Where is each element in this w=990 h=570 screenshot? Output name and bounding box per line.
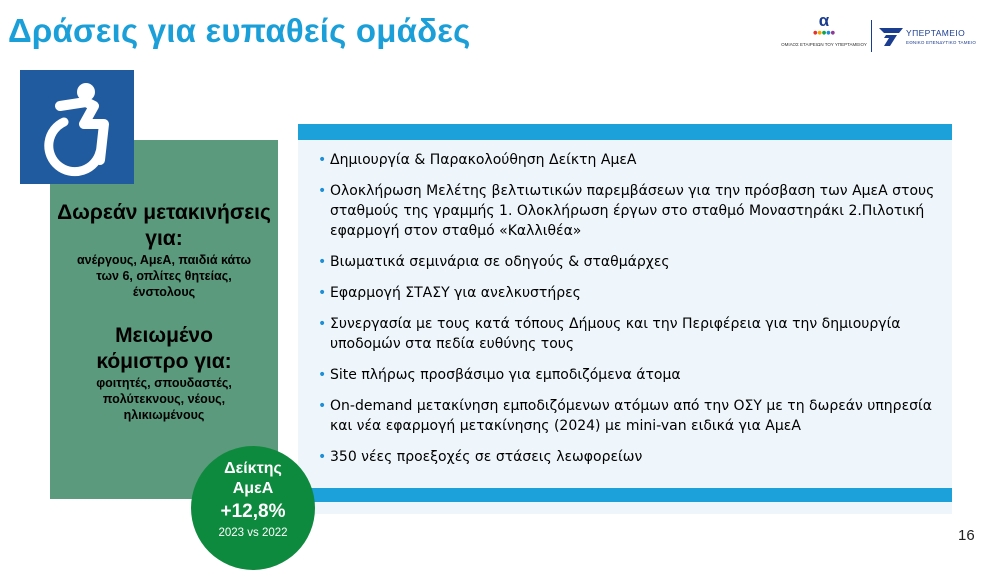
list-item: • Συνεργασία με τους κατά τόπους Δήμους και την Περιφέρεια για την δημιουργία υποδομών στα πεδία ευθύνης τους <box>318 314 938 354</box>
ypertameio-emblem-icon <box>878 24 904 48</box>
fare-policy-box <box>50 140 278 499</box>
accessibility-icon-box <box>20 70 134 184</box>
oasa-logo-mark: α <box>818 11 830 30</box>
page-number: 16 <box>958 527 975 544</box>
free-travel-heading: Δωρεάν μετακινήσεις για: <box>57 201 271 250</box>
list-item: • Δημιουργία & Παρακολούθηση Δείκτη ΑμεΑ <box>318 150 938 170</box>
free-travel-section <box>50 200 278 300</box>
list-item: • Ολοκλήρωση Μελέτης βελτιωτικών παρεμβάσεων για την πρόσβαση των ΑμεΑ στους σταθμούς της γραμμής 1. Ολοκλήρωση έργων στο σταθμό Μοναστηράκι 2.Πιλοτική εφαρμογή στον σταθμό «Καλλιθέα» <box>318 181 938 241</box>
reduced-fare-text: φοιτητές, σπουδαστές, πολύτεκνους, νέους, ηλικιωμένους <box>96 376 232 422</box>
logo-divider <box>871 20 872 52</box>
accessibility-index-badge <box>191 446 315 570</box>
badge-period: 2023 vs 2022 <box>218 527 288 539</box>
list-item: • Εφαρμογή ΣΤΑΣΥ για ανελκυστήρες <box>318 283 938 303</box>
ypertameio-name: ΥΠΕΡΤΑΜΕΙΟ <box>906 28 966 38</box>
oasa-logo-caption: ΟΜΙΛΟΣ ΕΤΑΙΡΕΙΩΝ ΤΟΥ ΥΠΕΡΤΑΜΕΙΟΥ <box>781 42 867 47</box>
ypertameio-subtitle: ΕΘΝΙΚΟ ΕΠΕΝΔΥΤΙΚΟ ΤΑΜΕΙΟ <box>906 40 977 45</box>
badge-line-2: ΑμεΑ <box>232 480 274 497</box>
ypertameio-logo <box>878 20 984 54</box>
list-item: • On-demand μετακίνηση εμποδιζόμενων ατόμων από την ΟΣΥ με τη δωρεάν υπηρεσία και νέα εφαρμογή μετακίνησης (2024) με mini-van ειδικά για ΑμεΑ <box>318 396 938 436</box>
list-item: • Site πλήρως προσβάσιμο για εμποδιζόμενα άτομα <box>318 365 938 385</box>
list-item: • Βιωματικά σεμινάρια σε οδηγούς & σταθμάρχες <box>318 252 938 272</box>
actions-panel-bottom-bar <box>298 488 952 502</box>
actions-list <box>318 150 938 478</box>
actions-panel-top-bar <box>298 124 952 140</box>
reduced-fare-section <box>50 323 278 423</box>
badge-line-1: Δείκτης <box>224 460 282 477</box>
free-travel-text: ανέργους, ΑμεΑ, παιδιά κάτω των 6, οπλίτες θητείας, ένστολους <box>76 253 252 299</box>
wheelchair-icon <box>20 70 134 184</box>
badge-value: +12,8% <box>220 501 286 522</box>
oasa-logo-dots: ●●●●● <box>813 30 835 36</box>
oasa-logo <box>779 11 869 58</box>
list-item: • 350 νέες προεξοχές σε στάσεις λεωφορείων <box>318 447 938 467</box>
reduced-fare-heading: Μειωμένο κόμιστρο για: <box>96 324 232 373</box>
page-title: Δράσεις για ευπαθείς ομάδες <box>8 12 471 49</box>
